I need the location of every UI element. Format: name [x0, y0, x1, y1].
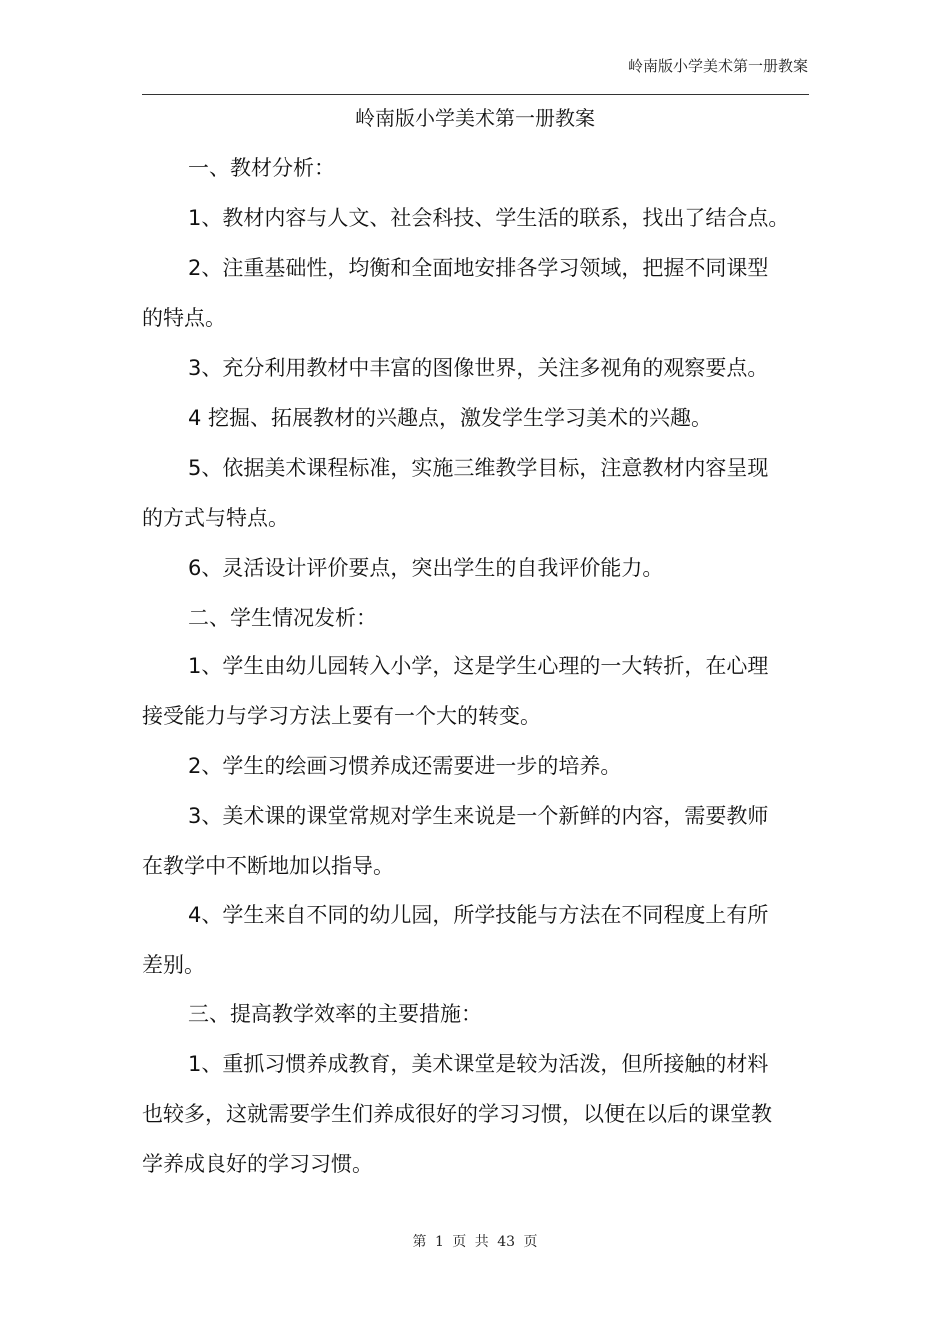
paragraph [142, 243, 822, 343]
paragraph-line: 1、学生由幼儿园转入小学，这是学生心理的一大转折，在心理 [188, 654, 769, 678]
paragraph-line: 一、教材分析： [188, 156, 335, 180]
paragraph-line: 3、充分利用教材中丰富的图像世界，关注多视角的观察要点。 [188, 356, 769, 380]
paragraph [142, 393, 822, 443]
paragraph-line: 2、学生的绘画习惯养成还需要进一步的培养。 [188, 754, 622, 778]
paragraph-line: 4、学生来自不同的幼儿园，所学技能与方法在不同程度上有所 [188, 903, 769, 927]
paragraph [142, 641, 822, 741]
paragraph [142, 791, 822, 891]
paragraph [142, 1039, 822, 1189]
paragraph-line: 接受能力与学习方法上要有一个大的转变。 [142, 704, 541, 728]
paragraph-line: 2、注重基础性，均衡和全面地安排各学习领域，把握不同课型 [188, 256, 769, 280]
section-heading [142, 593, 822, 643]
paragraph [142, 143, 822, 193]
paragraph [142, 443, 822, 543]
paragraph [142, 543, 822, 593]
paragraph-line: 在教学中不断地加以指导。 [142, 854, 394, 878]
paragraph-line: 的特点。 [142, 306, 226, 330]
document-title: 岭南版小学美术第一册教案 [355, 106, 595, 130]
paragraph-line: 1、重抓习惯养成教育，美术课堂是较为活泼，但所接触的材料 [188, 1052, 769, 1076]
paragraph [142, 193, 822, 243]
paragraph-line: 4 挖掘、拓展教材的兴趣点，激发学生学习美术的兴趣。 [188, 406, 713, 430]
page-number: 第 1 页 共 43 页 [412, 1234, 538, 1250]
paragraph-line: 差别。 [142, 953, 205, 977]
section-heading [142, 989, 822, 1039]
paragraph-line: 二、学生情况发析： [188, 606, 377, 630]
paragraph [142, 890, 822, 990]
header-divider [142, 94, 809, 95]
running-header: 岭南版小学美术第一册教案 [627, 57, 808, 75]
paragraph-line: 3、美术课的课堂常规对学生来说是一个新鲜的内容，需要教师 [188, 804, 769, 828]
paragraph-line: 也较多，这就需要学生们养成很好的学习习惯，以便在以后的课堂教 [142, 1102, 772, 1126]
paragraph [142, 741, 822, 791]
paragraph-line: 三、提高教学效率的主要措施： [188, 1002, 482, 1026]
paragraph [142, 343, 822, 393]
paragraph-line: 1、教材内容与人文、社会科技、学生活的联系，找出了结合点。 [188, 206, 790, 230]
paragraph-line: 6、灵活设计评价要点，突出学生的自我评价能力。 [188, 556, 664, 580]
paragraph-line: 学养成良好的学习习惯。 [142, 1152, 373, 1176]
paragraph-line: 的方式与特点。 [142, 506, 289, 530]
paragraph-line: 5、依据美术课程标准，实施三维教学目标，注意教材内容呈现 [188, 456, 769, 480]
